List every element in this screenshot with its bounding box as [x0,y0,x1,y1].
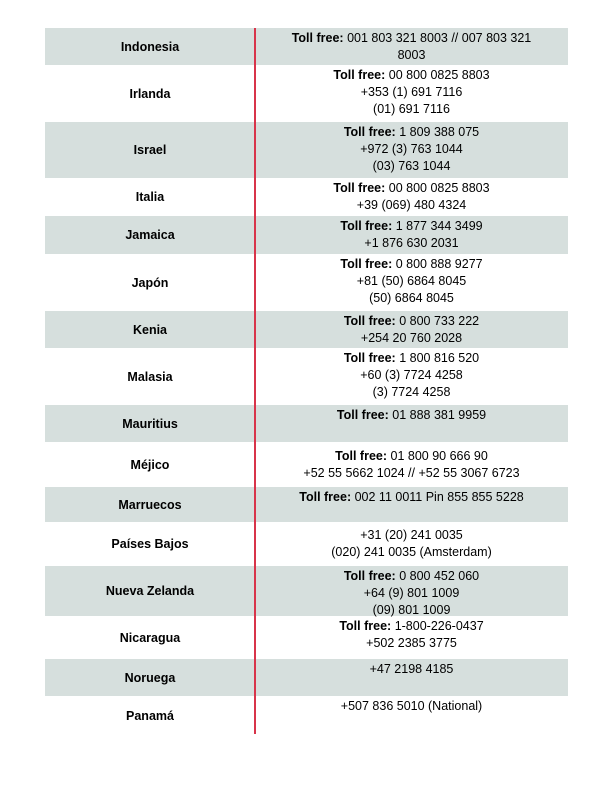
table-row [45,659,568,696]
toll-free-line [339,618,483,635]
toll-free-label: Toll free: [343,351,396,365]
toll-free-number: 1 800 816 520 [399,351,480,365]
toll-free-label: Toll free: [340,257,393,271]
phone-numbers [255,122,568,178]
phone-numbers [255,442,568,487]
toll-free-label: Toll free: [339,619,392,633]
phone-number: +39 (069) 480 4324 [356,198,467,212]
toll-free-line [333,180,489,197]
table-row [45,566,568,616]
toll-free-label: Toll free: [343,314,396,328]
phone-numbers [255,216,568,254]
phone-numbers [255,522,568,566]
phone-number: +47 2198 4185 [369,662,454,676]
country-name: Indonesia [120,39,180,54]
country-name: Irlanda [129,86,171,101]
table-row [45,216,568,254]
phone-number: +31 (20) 241 0035 [360,528,463,542]
toll-free-line [333,67,489,84]
country-name: Japón [131,275,169,290]
country-name: Jamaica [125,228,175,242]
phone-number: +1 876 630 2031 [364,236,459,250]
toll-free-number: 1-800-226-0437 [394,619,484,633]
phone-number: (3) 7724 4258 [372,385,451,399]
table-row [45,696,568,736]
phone-numbers [255,65,568,122]
country-name: Malasia [127,369,173,384]
phone-numbers [255,28,568,65]
toll-free-number: 0 800 888 9277 [395,257,483,271]
toll-free-number: 01 800 90 666 90 [390,448,488,463]
phone-number: +972 (3) 763 1044 [360,142,463,156]
toll-free-line [282,30,542,64]
table-row [45,311,568,348]
phone-numbers [255,566,568,616]
country-name: Nicaragua [119,630,181,645]
table-row [45,122,568,178]
phone-numbers [255,348,568,405]
toll-free-number: 01 888 381 9959 [392,408,487,422]
toll-free-line [344,124,479,141]
phone-number: +60 (3) 7724 4258 [360,368,463,382]
toll-free-line [344,568,479,585]
toll-free-number: 001 803 321 8003 // 007 803 321 8003 [347,31,532,62]
phone-numbers [255,405,568,442]
toll-free-label: Toll free: [343,125,396,139]
phone-numbers [255,616,568,659]
phone-number: +353 (1) 691 7116 [360,85,463,99]
toll-free-line [340,256,482,273]
toll-free-label: Toll free: [299,490,352,504]
toll-free-label: Toll free: [340,219,393,233]
toll-free-number: 1 809 388 075 [399,125,480,139]
phone-numbers [255,659,568,696]
phone-numbers [255,696,568,736]
toll-free-number: 00 800 0825 8803 [388,181,490,195]
table-row [45,28,568,65]
country-name: Nueva Zelanda [105,584,195,598]
toll-free-label: Toll free: [335,448,388,463]
toll-free-line [335,448,488,465]
country-name: Italia [135,190,165,204]
phone-number: +64 (9) 801 1009 [363,586,460,600]
phone-number: +507 836 5010 (National) [340,699,483,713]
phone-number: (020) 241 0035 (Amsterdam) [331,545,492,559]
table-row [45,178,568,216]
table-row [45,405,568,442]
country-name: Países Bajos [111,537,189,551]
toll-free-label: Toll free: [333,68,386,82]
toll-free-number: 1 877 344 3499 [395,219,483,233]
phone-number: (03) 763 1044 [372,159,451,173]
toll-free-line [344,313,479,330]
country-name: Méjico [130,457,170,472]
toll-free-line [337,407,486,424]
toll-free-line [344,350,479,367]
country-name: Marruecos [118,497,182,512]
phone-numbers [255,487,568,522]
table-row [45,487,568,522]
phone-number: +81 (50) 6864 8045 [356,274,467,288]
phone-number: (09) 801 1009 [372,603,451,617]
toll-free-label: Toll free: [291,31,344,45]
phone-numbers [255,311,568,348]
column-divider [254,28,256,734]
phone-number: +502 2385 3775 [366,636,457,650]
toll-free-number: 0 800 733 222 [399,314,480,328]
table-row [45,442,568,487]
country-name: Mauritius [122,416,178,431]
phone-number: (50) 6864 8045 [369,291,454,305]
country-name: Panamá [126,709,174,723]
toll-free-label: Toll free: [333,181,386,195]
phone-numbers [255,178,568,216]
phone-numbers [255,254,568,311]
toll-free-label: Toll free: [336,408,389,422]
phone-number: +52 55 5662 1024 // +52 55 3067 6723 [303,465,520,480]
table-row [45,65,568,122]
toll-free-label: Toll free: [343,569,396,583]
country-name: Kenia [132,322,168,337]
toll-free-number: 0 800 452 060 [399,569,480,583]
table-row [45,522,568,566]
toll-free-number: 00 800 0825 8803 [388,68,490,82]
toll-free-number: 002 11 0011 Pin 855 855 5228 [354,490,524,504]
country-name: Noruega [124,670,176,685]
contact-table [45,28,568,736]
table-row [45,254,568,311]
table-row [45,348,568,405]
table-row [45,616,568,659]
country-name: Israel [133,143,167,157]
toll-free-line [340,218,482,235]
phone-number: (01) 691 7116 [373,102,450,116]
toll-free-line [299,489,523,506]
phone-number: +254 20 760 2028 [360,331,463,345]
